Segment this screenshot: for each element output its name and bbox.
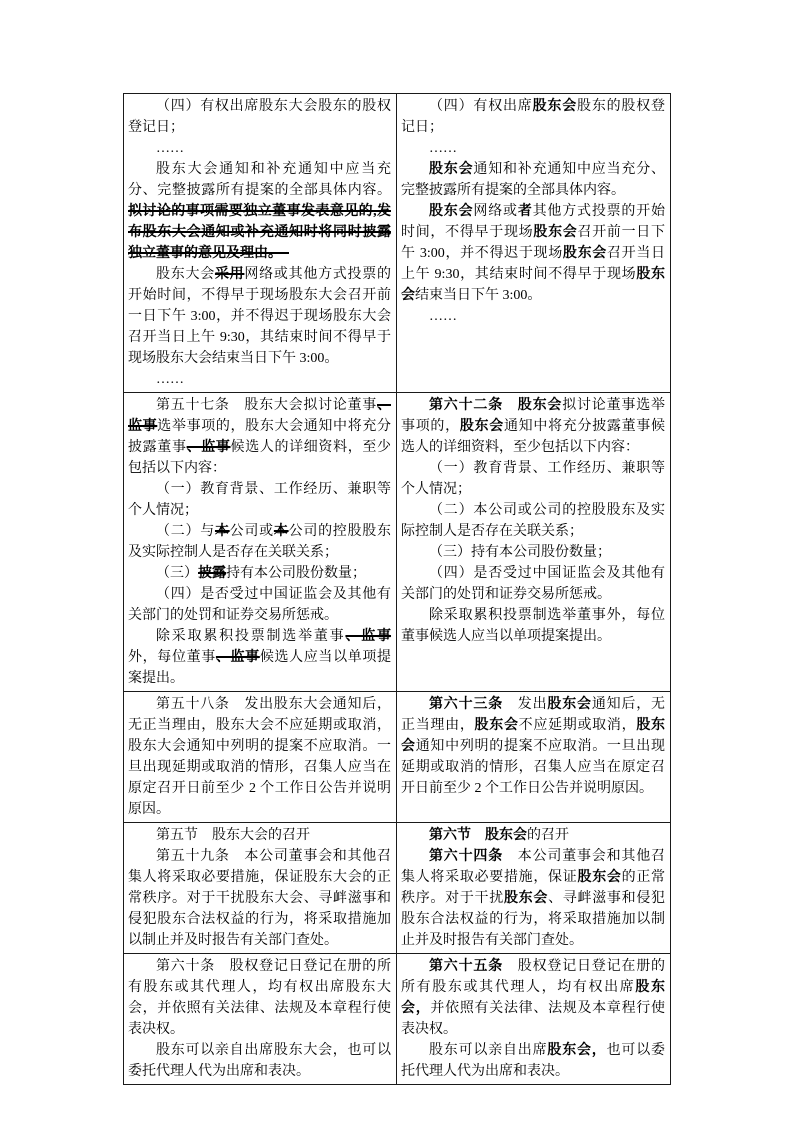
- text-run: （四）是否受过中国证监会及其他有关部门的处罚和证券交易所惩戒。: [128, 587, 391, 623]
- new-text-cell: [397, 94, 671, 393]
- text-run: （四）有权出席股东大会股东的股权登记日；: [128, 99, 391, 135]
- deleted-text-run: 、监事: [128, 398, 391, 434]
- deleted-text-run: [275, 246, 289, 261]
- text-run: 结束当日下午 3:00。: [415, 288, 542, 303]
- text-run: 候选人的详细资料，至少包括以下内容：: [128, 440, 392, 476]
- old-text-cell: [124, 692, 397, 823]
- text-run: 外，每位董事: [128, 650, 216, 665]
- paragraph: [401, 542, 665, 563]
- text-run: （四）有权出席: [429, 99, 533, 114]
- paragraph: [401, 395, 665, 458]
- paragraph: [401, 96, 665, 138]
- paragraph: [128, 159, 391, 264]
- changed-text-run: 股东会: [532, 99, 578, 114]
- changed-text-run: 股东会: [503, 891, 549, 906]
- paragraph: [401, 956, 665, 1040]
- text-run: 本公司董事会和其他召集人将采取必要措施，保证: [401, 849, 665, 885]
- old-text-cell: [124, 94, 397, 393]
- section-heading: [401, 825, 665, 846]
- text-run: （二）与: [156, 524, 215, 539]
- text-run: 股权登记日登记在册的所有股东或其代理人，均有权出席: [401, 959, 665, 995]
- text-run: 第六十条 股权登记日登记在册的所有股东或其代理人，均有权出席股东大会，并依照有关法律、法规及本章程行使表决权。: [128, 959, 391, 1037]
- text-run: 股东大会: [156, 267, 215, 282]
- paragraph: [401, 159, 665, 201]
- text-run: 第五十九条 本公司董事会和其他召集人将采取必要措施，保证股东大会的正常秩序。对于干扰股东大会、寻衅滋事和侵犯股东合法权益的行为，将采取措施加以制止并及时报告有关部门查处。: [128, 849, 391, 948]
- changed-text-run: 股东会: [533, 225, 578, 240]
- paragraph: [128, 563, 391, 584]
- new-text-cell: [397, 954, 671, 1085]
- text-run: 的正常秩序。对于干扰: [401, 870, 666, 906]
- text-run: 召开当日上午 9:30，其结束时间不得早于现场: [401, 246, 666, 282]
- section-heading: [128, 825, 391, 846]
- text-run: 第五十八条 发出股东大会通知后，无正当理由，股东大会不应延期或取消，股东大会通知中列明的提案不应取消。一旦出现延期或取消的情形，召集人应当在原定召开日前至少 2 个工作日公告并说明原因。: [128, 697, 391, 817]
- text-run: 通知中列明的提案不应取消。一旦出现延期或取消的情形，召集人应当在原定召开日前至少 2 个工作日公告并说明原因。: [401, 739, 666, 796]
- paragraph: [128, 479, 391, 521]
- changed-text-run: 股东会: [429, 162, 474, 177]
- paragraph: [128, 846, 391, 951]
- changed-text-run: 股东会: [562, 246, 607, 261]
- changed-text-run: 股东会: [459, 419, 504, 434]
- paragraph: [128, 956, 391, 1040]
- text-run: ……: [429, 309, 457, 324]
- deleted-text-run: 、监事: [186, 440, 231, 455]
- deleted-text-run: 本: [273, 524, 289, 539]
- changed-text-run: 股东会，: [547, 1043, 607, 1058]
- changed-text-run: 者: [517, 204, 533, 219]
- text-run: 持有本公司股份数量；: [226, 566, 366, 581]
- changed-text-run: 第六十四条: [429, 849, 503, 864]
- text-run: 第五十七条 股东大会拟讨论董事: [156, 398, 377, 413]
- changed-text-run: 股东会: [547, 697, 592, 712]
- comparison-row: [124, 393, 671, 692]
- deleted-text-run: 、监事: [215, 650, 260, 665]
- text-run: 股东可以亲自出席: [429, 1043, 548, 1058]
- text-run: 除采取累积投票制选举董事: [156, 629, 346, 644]
- paragraph: [128, 96, 391, 138]
- text-run: 拟讨论董事选举事项的，: [401, 398, 666, 434]
- old-text-cell: [124, 954, 397, 1085]
- text-run: （二）本公司或公司的控股股东及实际控制人是否存在关联关系；: [401, 503, 665, 539]
- paragraph: [401, 500, 665, 542]
- text-run: ……: [156, 372, 184, 387]
- changed-text-run: 股东会: [429, 204, 474, 219]
- text-run: 网络或: [473, 204, 518, 219]
- ellipsis-paragraph: [128, 138, 391, 159]
- new-text-cell: [397, 393, 671, 692]
- paragraph: [128, 584, 391, 626]
- ellipsis-paragraph: [128, 369, 391, 390]
- text-run: 通知和补充通知中应当充分、完整披露所有提案的全部具体内容。: [401, 162, 666, 198]
- text-run: 股东可以亲自出席股东大会，也可以委托代理人代为出席和表决。: [128, 1043, 391, 1079]
- text-run: （三）: [156, 566, 198, 581]
- text-run: （一）教育背景、工作经历、兼职等个人情况；: [128, 482, 391, 518]
- changed-text-run: 第六十五条: [429, 959, 503, 974]
- text-run: 发出: [503, 697, 548, 712]
- paragraph: [128, 694, 391, 820]
- text-run: 公司的控股股东及实际控制人是否存在关联关系；: [128, 524, 392, 560]
- paragraph: [401, 458, 665, 500]
- deleted-text-run: 披露: [198, 566, 226, 581]
- text-run: 并依照有关法律、法规及本章程行使表决权。: [401, 1001, 666, 1037]
- text-run: （四）是否受过中国证监会及其他有关部门的处罚和证券交易所惩戒。: [401, 566, 665, 602]
- paragraph: [401, 846, 665, 951]
- new-text-cell: [397, 823, 671, 954]
- paragraph: [128, 395, 391, 479]
- changed-text-run: 股东会: [401, 267, 666, 303]
- text-run: 第五节 股东大会的召开: [156, 828, 310, 843]
- changed-text-run: 第六十二条 股东会: [429, 398, 563, 413]
- paragraph: [128, 264, 391, 369]
- paragraph: [128, 521, 391, 563]
- text-run: 通知中将充分披露董事候选人的详细资料，至少包括以下内容：: [401, 419, 666, 455]
- text-run: 召开前一日下午 3:00，并不得迟于现场: [401, 225, 666, 261]
- text-run: 不应延期或取消，: [518, 718, 637, 733]
- text-run: 的召开: [527, 828, 569, 843]
- text-run: 除采取累积投票制选举董事外，每位董事候选人应当以单项提案提出。: [401, 608, 665, 644]
- text-run: ……: [156, 141, 184, 156]
- paragraph: [401, 1040, 665, 1082]
- paragraph: [401, 563, 665, 605]
- text-run: （一）教育背景、工作经历、兼职等个人情况；: [401, 461, 665, 497]
- comparison-row: [124, 954, 671, 1085]
- paragraph: [401, 605, 665, 647]
- ellipsis-paragraph: [401, 138, 665, 159]
- old-text-cell: [124, 823, 397, 954]
- comparison-row: [124, 94, 671, 393]
- deleted-text-run: 拟讨论的事项需要独立董事发表意见的,发布股东大会通知或补充通知时将同时披露独立董事的意见及理由。: [128, 204, 391, 261]
- text-run: 也可以委托代理人代为出席和表决。: [401, 1043, 666, 1079]
- deleted-text-run: 本: [214, 524, 230, 539]
- text-run: ……: [429, 141, 457, 156]
- comparison-row: [124, 823, 671, 954]
- paragraph: [401, 694, 665, 799]
- changed-text-run: 股东会，: [401, 980, 665, 1016]
- changed-text-run: 第六十三条: [429, 697, 503, 712]
- paragraph: [128, 626, 391, 689]
- old-text-cell: [124, 393, 397, 692]
- text-run: （三）持有本公司股份数量；: [429, 545, 611, 560]
- paragraph: [401, 201, 665, 306]
- changed-text-run: 股东会: [577, 870, 622, 885]
- text-run: 公司或: [229, 524, 274, 539]
- changed-text-run: 股东会: [401, 718, 666, 754]
- changed-text-run: 股东会: [474, 718, 519, 733]
- ellipsis-paragraph: [401, 306, 665, 327]
- text-run: 股东大会通知和补充通知中应当充分、完整披露所有提案的全部具体内容。: [128, 162, 391, 198]
- text-run: 、寻衅滋事和侵犯股东合法权益的行为，将采取措施加以制止并及时报告有关部门查处。: [401, 891, 666, 948]
- deleted-text-run: 、监事: [345, 629, 392, 644]
- text-run: 其他方式投票的开始时间，不得早于现场: [401, 204, 666, 240]
- text-run: 选举事项的，股东大会通知中将充分披露董事: [128, 419, 392, 455]
- new-text-cell: [397, 692, 671, 823]
- text-run: 候选人应当以单项提案提出。: [128, 650, 392, 686]
- paragraph: [128, 1040, 391, 1082]
- changed-text-run: 第六节 股东会: [429, 828, 527, 843]
- text-run: 网络或其他方式投票的开始时间，不得早于现场股东大会召开前一日下午 3:00，并不得迟于现场股东大会召开当日上午 9:30，其结束时间不得早于现场股东大会结束当日下午 3:00。: [128, 267, 392, 366]
- text-run: 通知后，无正当理由，: [401, 697, 666, 733]
- text-run: 股东的股权登记日；: [401, 99, 666, 135]
- comparison-table: [123, 93, 671, 1085]
- deleted-text-run: 采用: [214, 267, 245, 282]
- comparison-row: [124, 692, 671, 823]
